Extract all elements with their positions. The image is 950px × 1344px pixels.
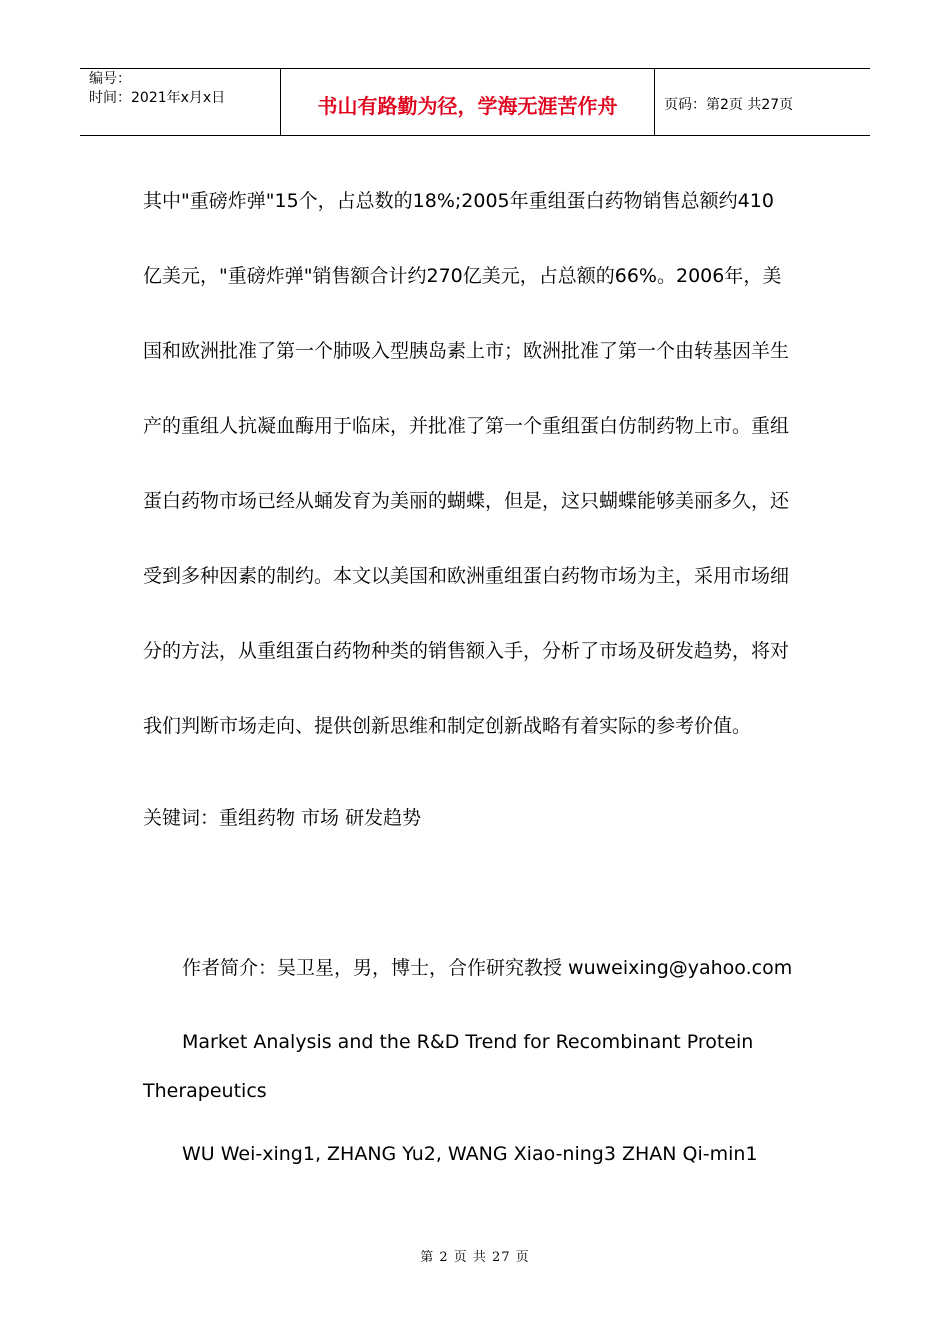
header-page-info: 页码：第2页 共27页 — [664, 97, 794, 113]
page-footer: 第 2 页 共 27 页 — [420, 1250, 530, 1265]
author-list: WU Wei-xing1, ZHANG Yu2, WANG Xiao-ning3 ZHAN Qi-min1 — [182, 1143, 758, 1165]
header-meta — [80, 69, 281, 135]
body-line: 亿美元，"重磅炸弹"销售额合计约270亿美元，占总额的66%。2006年，美 — [143, 265, 782, 287]
body-line: 受到多种因素的制约。本文以美国和欧洲重组蛋白药物市场为主，采用市场细 — [143, 565, 790, 587]
body-line: 产的重组人抗凝血酶用于临床，并批准了第一个重组蛋白仿制药物上市。重组 — [143, 415, 790, 437]
body-line: 我们判断市场走向、提供创新思维和制定创新战略有着实际的参考价值。 — [143, 715, 752, 737]
page-header — [80, 68, 870, 136]
document-date-label: 时间：2021年x月x日 — [89, 90, 226, 106]
body-line: 其中"重磅炸弹"15个，占总数的18%;2005年重组蛋白药物销售总额约410 — [143, 190, 774, 212]
body-line: 国和欧洲批准了第一个肺吸入型胰岛素上市；欧洲批准了第一个由转基因羊生 — [143, 340, 790, 362]
keywords-line: 关键词：重组药物 市场 研发趋势 — [143, 807, 422, 829]
document-number-label: 编号： — [89, 71, 131, 87]
header-motto: 书山有路勤为径，学海无涯苦作舟 — [281, 69, 655, 135]
english-title-line-1: Market Analysis and the R&D Trend for Recombinant Protein — [182, 1031, 754, 1053]
body-line: 分的方法，从重组蛋白药物种类的销售额入手，分析了市场及研发趋势，将对 — [143, 640, 790, 662]
body-line: 蛋白药物市场已经从蛹发育为美丽的蝴蝶，但是，这只蝴蝶能够美丽多久，还 — [143, 490, 790, 512]
author-intro: 作者简介：吴卫星，男，博士，合作研究教授 wuweixing@yahoo.com — [182, 957, 793, 979]
english-title-line-2: Therapeutics — [143, 1080, 267, 1102]
body-paragraph — [143, 164, 808, 764]
